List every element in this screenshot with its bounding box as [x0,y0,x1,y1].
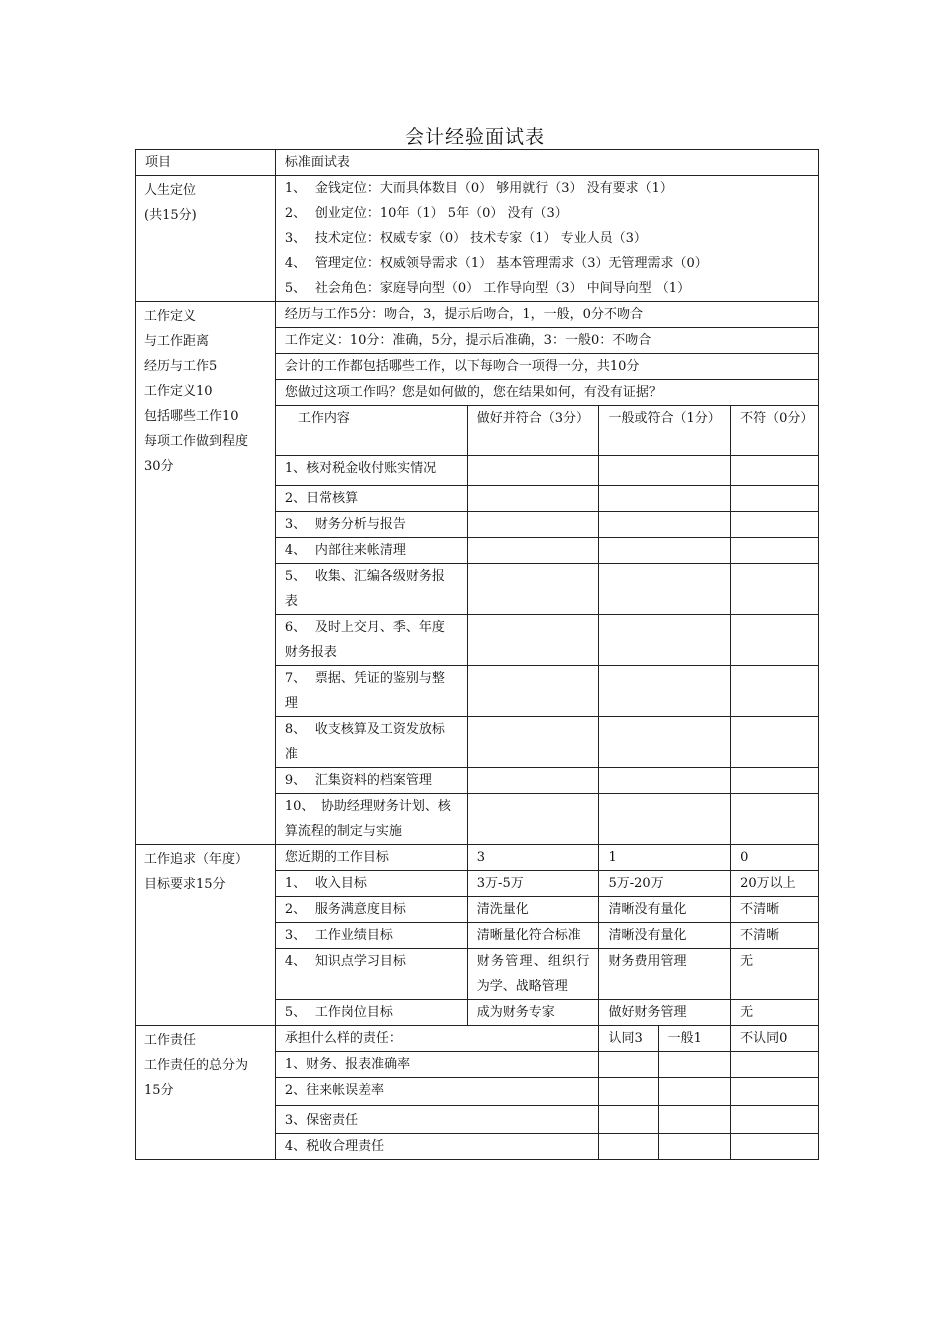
task-header-none: 不符（0分） [731,406,819,456]
table-row: 5、 工作岗位目标 成为财务专家 做好财务管理 无 [136,1000,819,1026]
task-cell: 1、核对税金收付账实情况 [275,456,467,486]
score-cell[interactable] [599,1078,658,1106]
score-cell[interactable] [467,564,599,615]
score-cell[interactable] [599,615,731,666]
score-cell[interactable] [599,717,731,768]
score-cell[interactable] [467,456,599,486]
section-label-life-positioning: 人生定位 (共15分) [136,176,276,302]
score-cell[interactable] [467,538,599,564]
score-cell[interactable] [731,538,819,564]
score-cell[interactable] [599,486,731,512]
score-cell[interactable] [731,717,819,768]
goal-header-score: 1 [599,845,731,871]
header-col-standard: 标准面试表 [275,150,818,176]
list-item: 5、 社会角色：家庭导向型（0） 工作导向型（3） 中间导向型 （1） [284,281,691,296]
score-cell[interactable] [467,666,599,717]
rule-row: 工作定义：10分：准确，5分，提示后准确，3：一般0：不吻合 [275,328,818,354]
score-cell[interactable] [658,1052,730,1078]
table-row: 3、 工作业绩目标 清晰量化符合标准 清晰没有量化 不清晰 [136,923,819,949]
table-row: 1、 收入目标 3万-5万 5万-20万 20万以上 [136,871,819,897]
score-cell[interactable] [467,717,599,768]
interview-table [135,149,819,1160]
task-cell: 3、 财务分析与报告 [275,512,467,538]
score-cell[interactable] [467,486,599,512]
score-cell[interactable] [658,1134,730,1160]
score-cell[interactable] [467,512,599,538]
score-cell[interactable] [599,456,731,486]
score-cell[interactable] [731,768,819,794]
list-item: 4、 管理定位：权威领导需求（1） 基本管理需求（3）无管理需求（0） [284,256,708,271]
task-header-average: 一般或符合（1分） [599,406,731,456]
score-cell[interactable] [599,794,731,845]
task-cell: 2、日常核算 [275,486,467,512]
table-row: 3、保密责任 [136,1106,819,1134]
task-header-good: 做好并符合（3分） [467,406,599,456]
responsibility-header-score: 一般1 [658,1026,730,1052]
task-cell: 4、 内部往来帐清理 [275,538,467,564]
life-positioning-items [275,176,818,302]
goal-header-score: 0 [731,845,819,871]
score-cell[interactable] [731,456,819,486]
score-cell[interactable] [731,794,819,845]
score-cell[interactable] [467,768,599,794]
section-label-responsibility: 工作责任 工作责任的总分为 15分 [136,1026,276,1160]
score-cell[interactable] [731,486,819,512]
task-cell: 6、 及时上交月、季、年度财务报表 [275,615,467,666]
task-cell: 7、 票据、凭证的鉴别与整理 [275,666,467,717]
score-cell[interactable] [599,564,731,615]
rule-row: 经历与工作5分：吻合，3，提示后吻合，1，一般，0分不吻合 [275,302,818,328]
score-cell[interactable] [658,1078,730,1106]
score-cell[interactable] [731,1078,819,1106]
table-row: 1、财务、报表准确率 [136,1052,819,1078]
list-item: 3、 技术定位：权威专家（0） 技术专家（1） 专业人员（3） [284,231,647,246]
score-cell[interactable] [599,1134,658,1160]
score-cell[interactable] [599,512,731,538]
score-cell[interactable] [467,794,599,845]
list-item: 2、 创业定位：10年（1） 5年（0） 没有（3） [284,206,568,221]
page-title: 会计经验面试表 [404,126,545,148]
task-cell: 9、 汇集资料的档案管理 [275,768,467,794]
score-cell[interactable] [599,1106,658,1134]
table-row: 4、 知识点学习目标 财务管理、组织行为学、战略管理 财务费用管理 无 [136,949,819,1000]
score-cell[interactable] [599,538,731,564]
score-cell[interactable] [658,1106,730,1134]
rule-row: 您做过这项工作吗？您是如何做的，您在结果如何，有没有证据？ [275,380,818,406]
responsibility-header-score: 认同3 [599,1026,658,1052]
task-cell: 5、 收集、汇编各级财务报表 [275,564,467,615]
responsibility-header: 承担什么样的责任： [275,1026,599,1052]
task-cell: 10、 协助经理财务计划、核算流程的制定与实施 [275,794,467,845]
list-item: 1、 金钱定位：大而具体数目（0） 够用就行（3） 没有要求（1） [284,181,673,196]
table-row: 2、往来帐误差率 [136,1078,819,1106]
score-cell[interactable] [599,1052,658,1078]
score-cell[interactable] [467,615,599,666]
score-cell[interactable] [599,666,731,717]
goal-header: 您近期的工作目标 [275,845,467,871]
goal-header-score: 3 [467,845,599,871]
responsibility-header-score: 不认同0 [731,1026,819,1052]
section-label-work-goals: 工作追求（年度） 目标要求15分 [136,845,276,1026]
task-header-content: 工作内容 [275,406,467,456]
task-cell: 8、 收支核算及工资发放标准 [275,717,467,768]
header-col-item: 项目 [136,150,276,176]
section-label-work-definition: 工作定义 与工作距离 经历与工作5 工作定义10 包括哪些工作10 每项工作做到程度 30分 [136,302,276,845]
score-cell[interactable] [731,666,819,717]
table-row: 2、 服务满意度目标 清洗量化 清晰没有量化 不清晰 [136,897,819,923]
score-cell[interactable] [599,768,731,794]
score-cell[interactable] [731,1052,819,1078]
score-cell[interactable] [731,564,819,615]
score-cell[interactable] [731,512,819,538]
table-row: 4、税收合理责任 [136,1134,819,1160]
score-cell[interactable] [731,615,819,666]
score-cell[interactable] [731,1134,819,1160]
rule-row: 会计的工作都包括哪些工作，以下每吻合一项得一分，共10分 [275,354,818,380]
score-cell[interactable] [731,1106,819,1134]
